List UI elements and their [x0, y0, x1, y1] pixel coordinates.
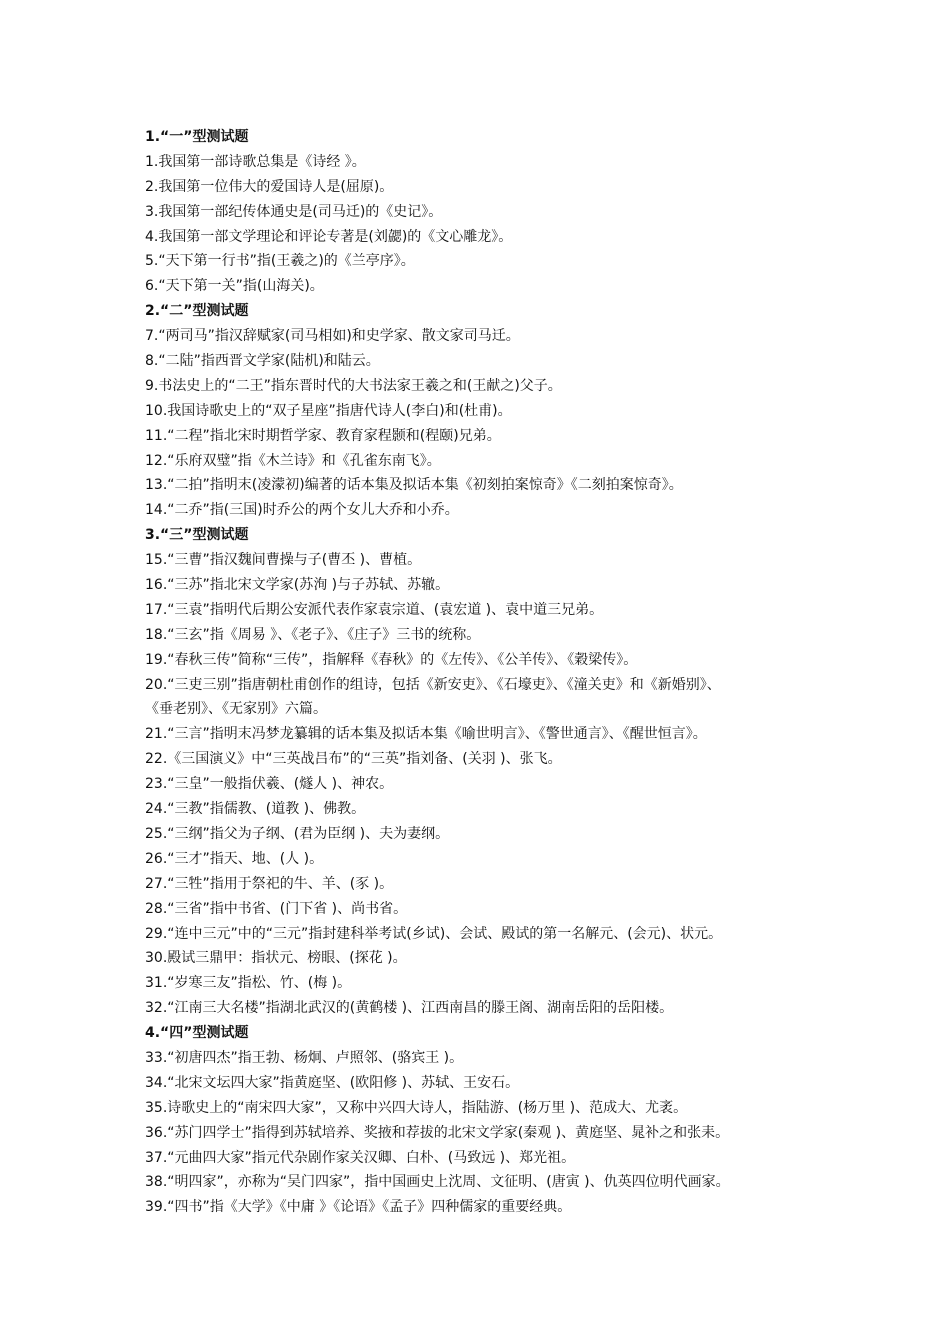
- question-line: 16.“三苏”指北宋文学家(苏洵 )与子苏轼、苏辙。: [145, 577, 450, 594]
- question-line: 17.“三袁”指明代后期公安派代表作家袁宗道、(袁宏道 )、袁中道三兄弟。: [145, 601, 604, 618]
- question-line: 1.我国第一部诗歌总集是《诗经 》。: [145, 153, 366, 170]
- document-body: [145, 125, 825, 1220]
- question-line: 33.“初唐四杰”指王勃、杨炯、卢照邻、(骆宾王 )。: [145, 1049, 464, 1066]
- question-line: 13.“二拍”指明末(凌濛初)编著的话本集及拟话本集《初刻拍案惊奇》《二刻拍案惊奇》。: [145, 477, 683, 494]
- question-line: 35.诗歌史上的“南宋四大家”，又称中兴四大诗人，指陆游、(杨万里 )、范成大、尤袤。: [145, 1099, 688, 1116]
- question-line: 23.“三皇”一般指伏羲、(燧人 )、神农。: [145, 776, 394, 793]
- question-line: 10.我国诗歌史上的“双子星座”指唐代诗人(李白)和(杜甫)。: [145, 402, 512, 419]
- question-line: 《垂老别》、《无家别》六篇。: [145, 701, 327, 718]
- question-line: 26.“三才”指天、地、(人 )。: [145, 850, 324, 867]
- question-line: 24.“三教”指儒教、(道教 )、佛教。: [145, 801, 366, 818]
- question-line: 30.殿试三鼎甲：指状元、榜眼、(探花 )。: [145, 950, 407, 967]
- question-line: 8.“二陆”指西晋文学家(陆机)和陆云。: [145, 353, 380, 370]
- question-line: 9.书法史上的“二王”指东晋时代的大书法家王羲之和(王献之)父子。: [145, 377, 562, 394]
- question-line: 4.我国第一部文学理论和评论专著是(刘勰)的《文心雕龙》。: [145, 228, 513, 245]
- question-line: 36.“苏门四学士”指得到苏轼培养、奖掖和荐拔的北宋文学家(秦观 )、黄庭坚、晁补之和张耒。: [145, 1124, 730, 1141]
- section-heading: 2.“二”型测试题: [145, 303, 249, 320]
- question-line: 29.“连中三元”中的“三元”指封建科举考试(乡试)、会试、殿试的第一名解元、(会元)、状元。: [145, 925, 723, 942]
- question-line: 14.“二乔”指(三国)时乔公的两个女儿大乔和小乔。: [145, 502, 459, 519]
- question-line: 34.“北宋文坛四大家”指黄庭坚、(欧阳修 )、苏轼、王安石。: [145, 1074, 520, 1091]
- question-line: 12.“乐府双璧”指《木兰诗》和《孔雀东南飞》。: [145, 452, 441, 469]
- section-heading: 3.“三”型测试题: [145, 527, 249, 544]
- question-line: 31.“岁寒三友”指松、竹、(梅 )。: [145, 975, 352, 992]
- section-heading: 1.“一”型测试题: [145, 129, 249, 145]
- question-line: 21.“三言”指明末冯梦龙纂辑的话本集及拟话本集《喻世明言》、《警世通言》、《醒世恒言》。: [145, 726, 707, 743]
- question-line: 38.“明四家”，亦称为“吴门四家”，指中国画史上沈周、文征明、(唐寅 )、仇英四位明代画家。: [145, 1174, 730, 1191]
- question-line: 18.“三玄”指《周易 》、《老子》、《庄子》三书的统称。: [145, 626, 481, 643]
- question-line: 27.“三牲”指用于祭祀的牛、羊、(豕 )。: [145, 875, 394, 892]
- question-line: 15.“三曹”指汉魏间曹操与子(曹丕 )、曹植。: [145, 552, 422, 569]
- question-line: 7.“两司马”指汉辞赋家(司马相如)和史学家、散文家司马迁。: [145, 328, 520, 345]
- question-line: 20.“三吏三别”指唐朝杜甫创作的组诗，包括《新安吏》、《石壕吏》、《潼关吏》和《新婚别》、: [145, 676, 721, 693]
- question-line: 2.我国第一位伟大的爱国诗人是(屈原)。: [145, 178, 394, 195]
- question-line: 32.“江南三大名楼”指湖北武汉的(黄鹤楼 )、江西南昌的滕王阁、湖南岳阳的岳阳楼。: [145, 1000, 674, 1017]
- question-line: 5.“天下第一行书”指(王羲之)的《兰亭序》。: [145, 253, 415, 270]
- question-line: 22.《三国演义》中“三英战吕布”的“三英”指刘备、(关羽 )、张飞。: [145, 751, 562, 768]
- section-heading: 4.“四”型测试题: [145, 1025, 249, 1042]
- question-line: 19.“春秋三传”简称“三传”，指解释《春秋》的《左传》、《公羊传》、《穀梁传》。: [145, 651, 638, 668]
- question-line: 28.“三省”指中书省、(门下省 )、尚书省。: [145, 900, 408, 917]
- question-line: 37.“元曲四大家”指元代杂剧作家关汉卿、白朴、(马致远 )、郑光祖。: [145, 1149, 576, 1166]
- question-line: 11.“二程”指北宋时期哲学家、教育家程颢和(程颐)兄弟。: [145, 427, 501, 444]
- question-line: 6.“天下第一关”指(山海关)。: [145, 278, 324, 295]
- question-line: 25.“三纲”指父为子纲、(君为臣纲 )、夫为妻纲。: [145, 825, 450, 842]
- question-line: 3.我国第一部纪传体通史是(司马迁)的《史记》。: [145, 203, 443, 220]
- question-line: 39.“四书”指《大学》《中庸 》《论语》《孟子》四种儒家的重要经典。: [145, 1199, 572, 1216]
